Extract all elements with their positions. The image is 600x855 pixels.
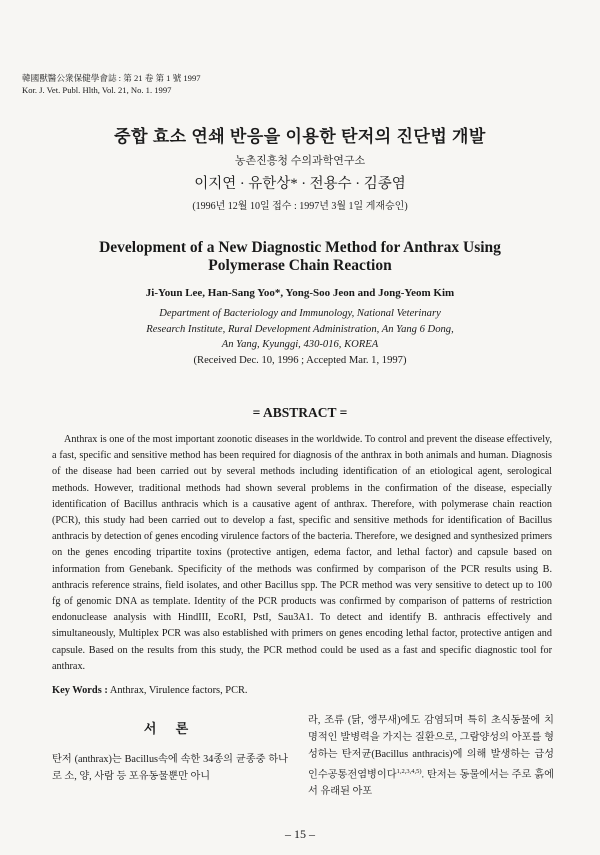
introduction-reference: 1,2,3,4,5) bbox=[396, 768, 422, 775]
english-authors: Ji-Youn Lee, Han-Sang Yoo*, Yong-Soo Jeon and Jong-Yeom Kim bbox=[145, 287, 455, 299]
page-number: – 15 – bbox=[285, 827, 315, 841]
affiliation-line1: Department of Bacteriology and Immunology, National Veterinary bbox=[159, 308, 441, 319]
left-column bbox=[52, 718, 288, 785]
introduction-right-text-continued: . 탄저는 동물에서는 주로 흙에서 유래된 아포 bbox=[308, 769, 554, 798]
english-title bbox=[0, 239, 600, 275]
keywords-value: Anthrax, Virulence factors, PCR. bbox=[107, 685, 248, 696]
english-title-line1: Development of a New Diagnostic Method for Anthrax Using bbox=[99, 239, 501, 256]
introduction-right-text: 라, 조류 (닭, 앵무새)에도 감염되며 특히 초식동물에 치명적인 발병력을 가지는 질환으로, 그람양성의 아포를 형성하는 탄저균(Bacillus anthracis)에 의해 발생하는 급성 인수공통전염병이다 bbox=[308, 715, 554, 781]
korean-institution: 농촌진흥청 수의과학연구소 bbox=[234, 155, 366, 167]
korean-dates: (1996년 12월 10일 접수 : 1997년 3월 1일 게재승인) bbox=[192, 201, 408, 212]
abstract-heading: = ABSTRACT = bbox=[252, 405, 348, 420]
keywords-label: Key Words : bbox=[52, 685, 108, 696]
affiliation bbox=[0, 306, 600, 353]
received-dates: (Received Dec. 10, 1996 ; Accepted Mar. 1, 1997) bbox=[193, 355, 407, 366]
journal-header bbox=[22, 72, 201, 96]
english-title-line2: Polymerase Chain Reaction bbox=[208, 257, 392, 274]
journal-citation-english: Kor. J. Vet. Publ. Hlth, Vol. 21, No. 1. 1997 bbox=[22, 85, 172, 95]
abstract-text: Anthrax is one of the most important zoonotic diseases in the worldwide. To control and prevent the disease effectively, a fast, specific and sensitive method has been required for diagnosis of the anthrax in both animals and human. Diagnosis of the disease had been carried out by several methods including identification of an etiological agent, serological methods. However, traditional methods had shown several problems in the confirmation of the disease, especially identification of Bacillus anthracis which is a causative agent of anthrax. Therefore, with polymerase chain reaction (PCR), this study had been carried out to develop a fast, specific and sensitive methods for identification of Bacillus anthracis by detection of genes encoding virulence factors of the bacteria. Therefore, we designed and synthesized primers on the genes encoding tripartite toxins (protective antigen, edema factor, and lethal factor) and capsule based on information from Genebank. Specificity of the methods was confirmed by comparison of the PCR results using B. anthracis reference strains, field isolates, and other Bacillus spp. The PCR method was very sensitive to detect up to 100 fg of genomic DNA as template. Identity of the PCR products was confirmed by comparison of patterns of restriction endonuclease analysis with HindIII, EcoRI, PstI, Sau3A1. To detect and identify B. anthracis effectively and simultaneously, Multiplex PCR was also established with primers on genes encoding lethal factor, protective antigen and capsule. Based on the results from this study, the PCR method could be used as a fast and specific diagnostic tool for anthrax. bbox=[52, 434, 552, 672]
abstract-body bbox=[52, 432, 552, 675]
right-column bbox=[308, 712, 554, 800]
affiliation-line2: Research Institute, Rural Development Administration, An Yang 6 Dong, bbox=[146, 323, 454, 335]
introduction-heading: 서 론 bbox=[143, 721, 197, 736]
journal-citation-korean: 韓國獸醫公衆保健學會誌 : 第 21 卷 第 1 號 1997 bbox=[22, 73, 201, 83]
korean-title: 중합 효소 연쇄 반응을 이용한 탄저의 진단법 개발 bbox=[114, 127, 486, 146]
korean-authors: 이지연 · 유한상* · 전용수 · 김종염 bbox=[194, 176, 406, 192]
affiliation-line3: An Yang, Kyunggi, 430-016, KOREA bbox=[221, 339, 379, 350]
introduction-left-text: 탄저 (anthrax)는 Bacillus속에 속한 34종의 균종중 하나로 소, 양, 사람 등 포유동물뿐만 아니 bbox=[52, 754, 288, 782]
keywords bbox=[52, 685, 552, 696]
